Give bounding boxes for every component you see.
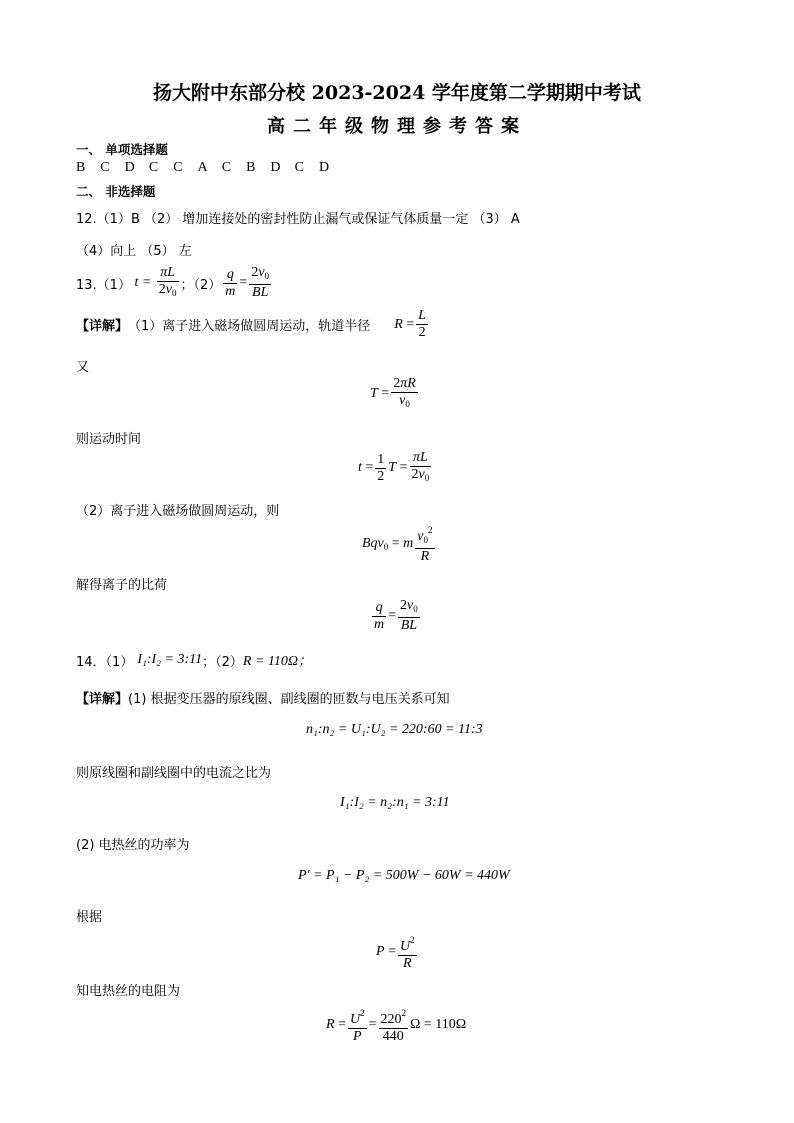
q13-detail-line: 【详解】 （1）离子进入磁场做圆周运动，轨道半径 R = $\frac{L}{2}$ (76, 308, 427, 340)
mc-answer: C (148, 160, 159, 175)
q13-ratio-equation: $\frac{q}{m}$ = $\frac{2v_0}{BL}$ (374, 598, 418, 633)
q13-part2-text: （2）离子进入磁场做圆周运动，则 (76, 504, 280, 519)
q13-also: 又 (76, 360, 90, 375)
q13-prefix: 13.（1） (76, 277, 131, 293)
q13-separator: ；（2） (180, 277, 222, 293)
q14-answer-2: R = 110Ω； (242, 654, 312, 669)
q13-detail-tag: 【详解】 (76, 319, 129, 334)
q13-force-equation: Bqv$_0$ = m $\frac{v_0^2}{R}$ (362, 522, 437, 565)
q14-power-text: (2) 电热丝的功率为 (76, 838, 190, 853)
q14-prefix: 14．（1） (76, 654, 134, 670)
mc-answer: D (318, 160, 330, 175)
mc-answer: B (246, 160, 256, 175)
q14-resistance-equation: R = $\frac{U^2}{P}$ = $\frac{220^2}{440}$ Ω = 110Ω (326, 1005, 466, 1045)
mc-answer: C (221, 160, 232, 175)
q14-current-text: 则原线圈和副线圈中的电流之比为 (76, 766, 272, 781)
mc-answer: D (270, 160, 281, 175)
q14-answer-line (76, 650, 312, 670)
document-subtitle: 高二年级物理参考答案 (267, 116, 527, 137)
q13-radius-fraction: $\frac{L}{2}$ (418, 308, 427, 340)
q14-power-equation: P′ = P₁ − P₂ = 500W − 60W = 440W (298, 868, 510, 883)
q14-answer-1: I₁:I₂ = 3:11 (137, 652, 203, 667)
section-1-heading: 一、 单项选择题 (76, 142, 168, 157)
q13-t-fraction: $\frac{\pi L}{2v_0}$ (158, 265, 177, 298)
mc-answer: C (173, 160, 183, 175)
mc-answer: B (76, 160, 86, 175)
q13-ratio-text: 解得离子的比荷 (76, 578, 168, 593)
q13-qm-fraction: $\frac{q}{m}$ (225, 266, 236, 299)
q13-time-text: 则运动时间 (76, 432, 142, 447)
q14-detail-text: (1) 根据变压器的原线圈、副线圈的匝数与电压关系可知 (128, 692, 450, 707)
q12-line2: （4）向上 （5） 左 (76, 244, 192, 259)
mc-answer: D (124, 160, 135, 175)
q13-detail-text: （1）离子进入磁场做圆周运动，轨道半径 (128, 319, 371, 334)
mc-answer: C (294, 160, 305, 175)
section-2-heading: 二、 非选择题 (76, 184, 156, 199)
q13-qm-value-fraction: $\frac{2v_0}{BL}$ (251, 265, 270, 300)
q14-detail-tag: 【详解】 (76, 692, 129, 707)
q14-detail-line (76, 688, 450, 707)
q13-answer-line: 13.（1） t = $\frac{\pi L}{2v_0}$ ；（2） $\frac{q}{m}$ = $\frac{2v_0}{BL}$ (76, 265, 270, 300)
mc-answers (76, 160, 343, 176)
q14-current-equation: I₁:I₂ = n₂:n₁ = 3:11 (340, 795, 450, 810)
q14-power-formula: P = $\frac{U^2}{R}$ (376, 932, 419, 972)
q12-line1: 12.（1）B （2） 增加连接处的密封性防止漏气或保证气体质量一定 （3） A (76, 212, 520, 227)
q13-period-equation: T = $\frac{2\pi R}{v_0}$ (370, 376, 416, 409)
q13-time-equation: t = $\frac{1}{2}$ T = $\frac{\pi L}{2v_0}$ (358, 450, 430, 484)
mc-answer: C (100, 160, 110, 175)
q14-resistance-text: 知电热丝的电阻为 (76, 984, 181, 999)
q14-turns-equation: n₁:n₂ = U₁:U₂ = 220:60 = 11:3 (306, 722, 483, 737)
q13-formula-t: t = (130, 275, 155, 290)
mc-answer: A (197, 160, 208, 175)
q14-separator: ；（2） (202, 654, 243, 670)
document-title: 扬大附中东部分校 2023-2024 学年度第二学期期中考试 (153, 82, 641, 104)
q14-basis-text: 根据 (76, 910, 103, 925)
